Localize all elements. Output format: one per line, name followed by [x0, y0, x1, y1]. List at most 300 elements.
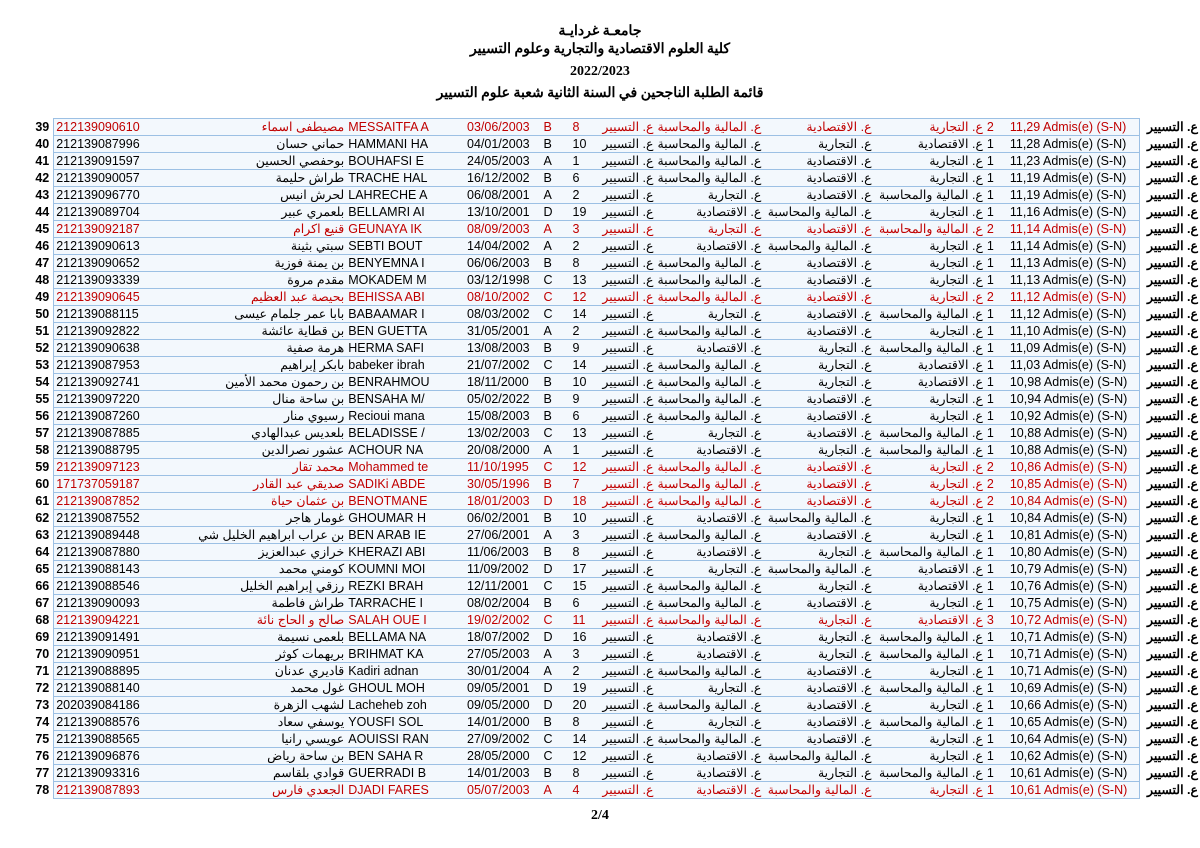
spacer — [556, 731, 570, 748]
birth-date: 12/11/2001 — [465, 578, 542, 595]
choice-3: ع. الاقتصادية — [763, 272, 873, 289]
group-letter: A — [542, 221, 557, 238]
choice-3: ع. الاقتصادية — [763, 493, 873, 510]
choice-3: ع. المالية والمحاسبة — [763, 204, 873, 221]
choice-4: ع. المالية والمحاسبة — [874, 442, 985, 459]
birth-date: 21/07/2002 — [465, 357, 542, 374]
choice-2: ع. الاقتصادية — [655, 544, 763, 561]
student-id: 212139087996 — [54, 136, 181, 153]
spacer — [556, 357, 570, 374]
student-id: 212139089704 — [54, 204, 181, 221]
session-count: 2 — [985, 476, 1008, 493]
session-count: 1 — [985, 748, 1008, 765]
session-count: 2 — [985, 221, 1008, 238]
session-count: 1 — [985, 272, 1008, 289]
group-letter: A — [542, 323, 557, 340]
group-letter: B — [542, 544, 557, 561]
group-letter: A — [542, 782, 557, 799]
row-number: 55 — [35, 392, 50, 406]
specialty: ع. التسيير — [1146, 783, 1198, 797]
choice-3: ع. الاقتصادية — [763, 680, 873, 697]
specialty: ع. التسيير — [1146, 171, 1198, 185]
group-letter: C — [542, 731, 557, 748]
choice-2: ع. المالية والمحاسبة — [657, 579, 762, 593]
result-status: 11,23 Admis(e) (S-N) — [1008, 153, 1139, 170]
session-count: 1 — [985, 357, 1008, 374]
result-status: 10,92 Admis(e) (S-N) — [1008, 408, 1139, 425]
choice-2: ع. المالية والمحاسبة — [657, 392, 762, 406]
choice-3: ع. الاقتصادية — [763, 170, 873, 187]
choice-1: ع. التسيير — [596, 697, 655, 714]
arabic-name: غومار هاجر — [181, 510, 346, 527]
rank-number: 1 — [571, 153, 597, 170]
choice-3: ع. الاقتصادية — [763, 408, 873, 425]
spacer — [556, 578, 570, 595]
choice-3: ع. التجارية — [763, 340, 873, 357]
latin-name: KHERAZI ABI — [346, 544, 465, 561]
specialty: ع. التسيير — [1146, 443, 1198, 457]
specialty: ع. التسيير — [1146, 290, 1198, 304]
student-id: 212139087880 — [54, 544, 181, 561]
session-count: 2 — [985, 289, 1008, 306]
choice-1: ع. التسيير — [596, 527, 655, 544]
table-row — [31, 782, 1200, 799]
arabic-name: خرازي عبدالعزيز — [181, 544, 346, 561]
result-status: 11,09 Admis(e) (S-N) — [1008, 340, 1139, 357]
result-status: 10,64 Admis(e) (S-N) — [1008, 731, 1139, 748]
session-count: 3 — [985, 612, 1008, 629]
group-letter: C — [542, 748, 557, 765]
choice-1: ع. التسيير — [596, 374, 655, 391]
choice-4: ع. التجارية — [874, 153, 985, 170]
result-status: 10,69 Admis(e) (S-N) — [1008, 680, 1139, 697]
latin-name: LAHRECHE A — [346, 187, 465, 204]
birth-date: 14/01/2000 — [465, 714, 542, 731]
latin-name: Kadiri adnan — [346, 663, 465, 680]
group-letter: B — [542, 170, 557, 187]
birth-date: 11/10/1995 — [465, 459, 542, 476]
group-letter: D — [542, 493, 557, 510]
birth-date: 30/01/2004 — [465, 663, 542, 680]
birth-date: 27/05/2003 — [465, 646, 542, 663]
student-id: 212139088895 — [54, 663, 181, 680]
specialty: ع. التسيير — [1146, 494, 1198, 508]
group-letter: B — [542, 714, 557, 731]
result-status: 10,84 Admis(e) (S-N) — [1008, 493, 1139, 510]
latin-name: BEN GUETTA — [346, 323, 465, 340]
choice-3: ع. الاقتصادية — [763, 663, 873, 680]
table-row — [31, 119, 1200, 136]
row-number: 56 — [35, 409, 50, 423]
birth-date: 09/05/2000 — [465, 697, 542, 714]
latin-name: BENOTMANE — [346, 493, 465, 510]
session-count: 1 — [985, 153, 1008, 170]
choice-3: ع. التجارية — [763, 765, 873, 782]
choice-3: ع. الاقتصادية — [763, 306, 873, 323]
rank-number: 14 — [571, 306, 597, 323]
choice-2: ع. التجارية — [655, 221, 763, 238]
result-status: 11,13 Admis(e) (S-N) — [1008, 272, 1139, 289]
specialty: ع. التسيير — [1146, 647, 1198, 661]
choice-4: ع. الاقتصادية — [874, 561, 985, 578]
rank-number: 3 — [571, 646, 597, 663]
spacer — [556, 561, 570, 578]
latin-name: TRACHE HAL — [346, 170, 465, 187]
table-row — [31, 374, 1200, 391]
row-number: 76 — [35, 749, 50, 763]
table-row — [31, 561, 1200, 578]
choice-4: ع. الاقتصادية — [874, 578, 985, 595]
table-row — [31, 425, 1200, 442]
choice-1: ع. التسيير — [596, 629, 655, 646]
choice-4: ع. التجارية — [874, 289, 985, 306]
student-id: 212139090610 — [54, 119, 181, 136]
birth-date: 13/02/2003 — [465, 425, 542, 442]
choice-1: ع. التسيير — [596, 272, 655, 289]
choice-3: ع. التجارية — [763, 357, 873, 374]
group-letter: B — [542, 476, 557, 493]
group-letter: A — [542, 663, 557, 680]
group-letter: D — [542, 204, 557, 221]
row-number: 51 — [35, 324, 50, 338]
session-count: 1 — [985, 578, 1008, 595]
group-letter: C — [542, 578, 557, 595]
arabic-name: هرمة صفية — [181, 340, 346, 357]
row-number: 54 — [35, 375, 50, 389]
latin-name: GEUNAYA IK — [346, 221, 465, 238]
student-id: 212139090951 — [54, 646, 181, 663]
result-status: 10,66 Admis(e) (S-N) — [1008, 697, 1139, 714]
birth-date: 20/08/2000 — [465, 442, 542, 459]
choice-2: ع. الاقتصادية — [655, 442, 763, 459]
arabic-name: بلعمى نسيمة — [181, 629, 346, 646]
arabic-name: عويسي رانيا — [181, 731, 346, 748]
table-row — [31, 697, 1200, 714]
choice-4: ع. التجارية — [874, 119, 985, 136]
choice-2: ع. التجارية — [655, 680, 763, 697]
choice-3: ع. الاقتصادية — [763, 289, 873, 306]
choice-3: ع. التجارية — [763, 544, 873, 561]
result-status: 10,65 Admis(e) (S-N) — [1008, 714, 1139, 731]
choice-2: ع. التجارية — [655, 714, 763, 731]
choice-1: ع. التسيير — [596, 748, 655, 765]
choice-2: ع. المالية والمحاسبة — [657, 171, 762, 185]
choice-2: ع. المالية والمحاسبة — [657, 460, 762, 474]
result-status: 10,71 Admis(e) (S-N) — [1008, 629, 1139, 646]
choice-3: ع. المالية والمحاسبة — [763, 510, 873, 527]
row-number: 44 — [35, 205, 50, 219]
specialty: ع. التسيير — [1146, 341, 1198, 355]
specialty: ع. التسيير — [1146, 579, 1198, 593]
choice-4: ع. التجارية — [874, 476, 985, 493]
row-number: 41 — [35, 154, 50, 168]
rank-number: 10 — [571, 136, 597, 153]
result-status: 10,71 Admis(e) (S-N) — [1008, 663, 1139, 680]
choice-4: ع. التجارية — [874, 697, 985, 714]
row-number: 53 — [35, 358, 50, 372]
session-count: 1 — [985, 782, 1008, 799]
result-status: 11,13 Admis(e) (S-N) — [1008, 255, 1139, 272]
row-number: 43 — [35, 188, 50, 202]
spacer — [556, 425, 570, 442]
spacer — [556, 459, 570, 476]
session-count: 2 — [985, 119, 1008, 136]
list-title: قائمة الطلبة الناجحين في السنة الثانية شعبة علوم التسيير — [436, 86, 764, 101]
spacer — [556, 697, 570, 714]
result-status: 11,14 Admis(e) (S-N) — [1008, 238, 1139, 255]
student-id: 212139087552 — [54, 510, 181, 527]
table-row — [31, 323, 1200, 340]
choice-1: ع. التسيير — [596, 255, 655, 272]
birth-date: 24/05/2003 — [465, 153, 542, 170]
result-status: 11,29 Admis(e) (S-N) — [1008, 119, 1139, 136]
birth-date: 08/10/2002 — [465, 289, 542, 306]
choice-2: ع. الاقتصادية — [655, 510, 763, 527]
choice-4: ع. التجارية — [874, 255, 985, 272]
specialty: ع. التسيير — [1146, 681, 1198, 695]
choice-3: ع. المالية والمحاسبة — [763, 238, 873, 255]
birth-date: 06/08/2001 — [465, 187, 542, 204]
spacer — [556, 136, 570, 153]
specialty: ع. التسيير — [1146, 426, 1198, 440]
specialty: ع. التسيير — [1146, 222, 1198, 236]
choice-3: ع. الاقتصادية — [763, 153, 873, 170]
spacer — [556, 408, 570, 425]
session-count: 1 — [985, 408, 1008, 425]
spacer — [556, 255, 570, 272]
row-number: 58 — [35, 443, 50, 457]
table-row — [31, 714, 1200, 731]
rank-number: 12 — [571, 289, 597, 306]
arabic-name: رزقي إبراهيم الخليل — [181, 578, 346, 595]
rank-number: 14 — [571, 731, 597, 748]
table-row — [31, 272, 1200, 289]
choice-4: ع. التجارية — [874, 238, 985, 255]
result-status: 10,71 Admis(e) (S-N) — [1008, 646, 1139, 663]
student-id: 212139090645 — [54, 289, 181, 306]
table-row — [31, 459, 1200, 476]
row-number: 74 — [35, 715, 50, 729]
latin-name: BEHISSA ABI — [346, 289, 465, 306]
group-letter: B — [542, 374, 557, 391]
latin-name: HAMMANI HA — [346, 136, 465, 153]
result-status: 10,84 Admis(e) (S-N) — [1008, 510, 1139, 527]
result-status: 10,98 Admis(e) (S-N) — [1008, 374, 1139, 391]
session-count: 1 — [985, 731, 1008, 748]
choice-4: ع. التجارية — [874, 782, 985, 799]
rank-number: 3 — [571, 527, 597, 544]
birth-date: 30/05/1996 — [465, 476, 542, 493]
spacer — [556, 765, 570, 782]
choice-1: ع. التسيير — [596, 578, 655, 595]
choice-1: ع. التسيير — [596, 238, 655, 255]
spacer — [556, 544, 570, 561]
choice-1: ع. التسيير — [596, 425, 655, 442]
latin-name: BELLAMA NA — [346, 629, 465, 646]
group-letter: B — [542, 391, 557, 408]
student-id: 212139090093 — [54, 595, 181, 612]
rank-number: 16 — [571, 629, 597, 646]
spacer — [556, 272, 570, 289]
rank-number: 12 — [571, 748, 597, 765]
choice-3: ع. المالية والمحاسبة — [763, 561, 873, 578]
spacer — [556, 493, 570, 510]
table-row — [31, 680, 1200, 697]
choice-3: ع. الاقتصادية — [763, 459, 873, 476]
row-number: 75 — [35, 732, 50, 746]
group-letter: B — [542, 136, 557, 153]
latin-name: Mohammed te — [346, 459, 465, 476]
arabic-name: بن قطاية عائشة — [181, 323, 346, 340]
choice-2: ع. الاقتصادية — [655, 629, 763, 646]
spacer — [556, 153, 570, 170]
choice-1: ع. التسيير — [596, 442, 655, 459]
student-id: 212139092187 — [54, 221, 181, 238]
student-id: 212139094221 — [54, 612, 181, 629]
specialty: ع. التسيير — [1146, 528, 1198, 542]
row-number: 49 — [35, 290, 50, 304]
student-id: 212139087885 — [54, 425, 181, 442]
session-count: 1 — [985, 510, 1008, 527]
birth-date: 13/08/2003 — [465, 340, 542, 357]
student-id: 212139088576 — [54, 714, 181, 731]
arabic-name: قنيع اكرام — [181, 221, 346, 238]
group-letter: A — [542, 442, 557, 459]
rank-number: 17 — [571, 561, 597, 578]
arabic-name: صديقي عبد القادر — [181, 476, 346, 493]
session-count: 2 — [985, 493, 1008, 510]
choice-1: ع. التسيير — [596, 595, 655, 612]
row-number: 59 — [35, 460, 50, 474]
choice-2: ع. المالية والمحاسبة — [657, 375, 762, 389]
spacer — [556, 221, 570, 238]
choice-1: ع. التسيير — [596, 731, 655, 748]
arabic-name: مقدم مروة — [181, 272, 346, 289]
choice-4: ع. المالية والمحاسبة — [874, 187, 985, 204]
choice-4: ع. التجارية — [874, 731, 985, 748]
birth-date: 31/05/2001 — [465, 323, 542, 340]
student-id: 202039084186 — [54, 697, 181, 714]
student-id: 212139087893 — [54, 782, 181, 799]
birth-date: 14/04/2002 — [465, 238, 542, 255]
spacer — [556, 714, 570, 731]
student-id: 212139092741 — [54, 374, 181, 391]
arabic-name: بلعمري عبير — [181, 204, 346, 221]
result-status: 11,12 Admis(e) (S-N) — [1008, 289, 1139, 306]
choice-3: ع. التجارية — [763, 612, 873, 629]
row-number: 50 — [35, 307, 50, 321]
choice-3: ع. التجارية — [763, 442, 873, 459]
group-letter: C — [542, 272, 557, 289]
arabic-name: صالح و الحاج نائة — [181, 612, 346, 629]
birth-date: 19/02/2002 — [465, 612, 542, 629]
choice-2: ع. المالية والمحاسبة — [657, 137, 762, 151]
choice-2: ع. الاقتصادية — [655, 238, 763, 255]
choice-3: ع. المالية والمحاسبة — [763, 748, 873, 765]
arabic-name: بلعديس عبدالهادي — [181, 425, 346, 442]
spacer — [556, 204, 570, 221]
table-row — [31, 153, 1200, 170]
specialty: ع. التسيير — [1146, 137, 1198, 151]
table-row — [31, 187, 1200, 204]
group-letter: B — [542, 510, 557, 527]
choice-4: ع. التجارية — [874, 510, 985, 527]
birth-date: 03/12/1998 — [465, 272, 542, 289]
result-status: 10,75 Admis(e) (S-N) — [1008, 595, 1139, 612]
latin-name: BENSAHA M/ — [346, 391, 465, 408]
latin-name: ACHOUR NA — [346, 442, 465, 459]
group-letter: D — [542, 697, 557, 714]
choice-4: ع. التجارية — [874, 391, 985, 408]
choice-1: ع. التسيير — [596, 391, 655, 408]
choice-2: ع. الاقتصادية — [655, 782, 763, 799]
spacer — [556, 340, 570, 357]
spacer — [556, 782, 570, 799]
specialty: ع. التسيير — [1146, 562, 1198, 576]
choice-1: ع. التسيير — [596, 306, 655, 323]
choice-4: ع. التجارية — [874, 748, 985, 765]
birth-date: 16/12/2002 — [465, 170, 542, 187]
session-count: 1 — [985, 204, 1008, 221]
choice-3: ع. الاقتصادية — [763, 221, 873, 238]
latin-name: AOUISSI RAN — [346, 731, 465, 748]
table-row — [31, 408, 1200, 425]
group-letter: D — [542, 561, 557, 578]
row-number: 69 — [35, 630, 50, 644]
rank-number: 13 — [571, 272, 597, 289]
table-row — [31, 136, 1200, 153]
arabic-name: بابا عمر جلمام عيسى — [181, 306, 346, 323]
arabic-name: بن ساحة منال — [181, 391, 346, 408]
table-row — [31, 442, 1200, 459]
specialty: ع. التسيير — [1146, 732, 1198, 746]
group-letter: D — [542, 680, 557, 697]
rank-number: 10 — [571, 374, 597, 391]
choice-2: ع. الاقتصادية — [655, 765, 763, 782]
session-count: 1 — [985, 255, 1008, 272]
session-count: 1 — [985, 561, 1008, 578]
table-row — [31, 306, 1200, 323]
group-letter: C — [542, 459, 557, 476]
row-number: 42 — [35, 171, 50, 185]
student-id: 212139093339 — [54, 272, 181, 289]
rank-number: 12 — [571, 459, 597, 476]
rank-number: 8 — [571, 765, 597, 782]
group-letter: C — [542, 306, 557, 323]
row-number: 68 — [35, 613, 50, 627]
choice-2: ع. المالية والمحاسبة — [657, 154, 762, 168]
arabic-name: بن عراب ابراهيم الخليل شي — [181, 527, 346, 544]
birth-date: 03/06/2003 — [465, 119, 542, 136]
result-status: 11,14 Admis(e) (S-N) — [1008, 221, 1139, 238]
choice-2: ع. المالية والمحاسبة — [657, 664, 762, 678]
choice-4: ع. المالية والمحاسبة — [874, 680, 985, 697]
choice-1: ع. التسيير — [596, 187, 655, 204]
result-status: 10,62 Admis(e) (S-N) — [1008, 748, 1139, 765]
choice-4: ع. الاقتصادية — [874, 136, 985, 153]
row-number: 46 — [35, 239, 50, 253]
rank-number: 11 — [571, 612, 597, 629]
spacer — [556, 187, 570, 204]
choice-1: ع. التسيير — [596, 323, 655, 340]
choice-2: ع. المالية والمحاسبة — [657, 494, 762, 508]
specialty: ع. التسيير — [1146, 545, 1198, 559]
spacer — [556, 119, 570, 136]
result-status: 10,72 Admis(e) (S-N) — [1008, 612, 1139, 629]
choice-2: ع. المالية والمحاسبة — [657, 596, 762, 610]
table-row — [31, 340, 1200, 357]
session-count: 1 — [985, 527, 1008, 544]
